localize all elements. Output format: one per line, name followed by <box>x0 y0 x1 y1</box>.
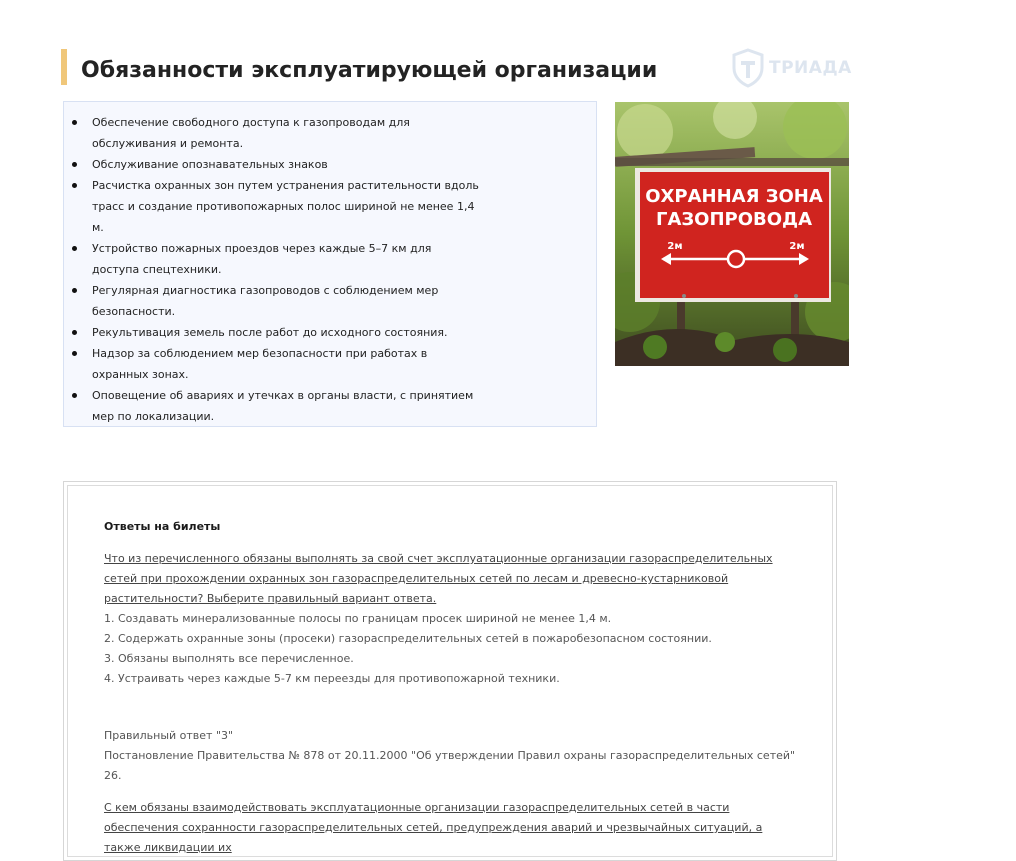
list-item: Обеспечение свободного доступа к газопроводам для обслуживания и ремонта. <box>64 112 482 154</box>
list-item: Надзор за соблюдением мер безопасности при работах в охранных зонах. <box>64 343 482 385</box>
correct-answer: Правильный ответ "3" <box>104 729 234 742</box>
answer-option: 4. Устраивать через каждые 5-7 км переезды для противопожарной техники. <box>104 672 560 685</box>
logo-text: ТРИАДА <box>769 58 852 78</box>
sign-line1: ОХРАННАЯ ЗОНА <box>645 186 823 207</box>
page-title: Обязанности эксплуатирующей организации <box>81 58 658 83</box>
answer-reference: Постановление Правительства № 878 от 20.11.2000 "Об утверждении Правил охраны газораспределительных сетей" 26. <box>104 749 796 782</box>
list-item: Регулярная диагностика газопроводов с соблюдением мер безопасности. <box>64 280 482 322</box>
answer-option: 3. Обязаны выполнять все перечисленное. <box>104 652 354 665</box>
shield-logo-icon <box>731 48 765 88</box>
question-link[interactable]: Что из перечисленного обязаны выполнять за свой счет эксплуатационные организации газораспределительных сетей при прохождении охранных зон газораспределительных сетей по лесам и древесно-кустарниковой растительности? Выберите правильный вариант ответа. <box>104 552 773 605</box>
duties-list <box>64 102 596 427</box>
sign-line2: ГАЗОПРОВОДА <box>655 209 813 230</box>
answer-option: 1. Создавать минерализованные полосы по границам просек шириной не менее 1,4 м. <box>104 612 612 625</box>
spacer <box>104 689 796 726</box>
answers-card-inner <box>67 485 833 857</box>
list-item: Оповещение об авариях и утечках в органы власти, с принятием мер по локализации. <box>64 385 482 427</box>
sign-left-distance: 2м <box>667 241 683 252</box>
question-link[interactable]: С кем обязаны взаимодействовать эксплуатационные организации газораспределительных сетей в части обеспечения сохранности газораспределительных сетей, предупреждения аварий и чрезвычайных ситуаций, а также ликвидации их <box>104 801 763 854</box>
sign-right-distance: 2м <box>789 241 805 252</box>
list-item: Рекультивация земель после работ до исходного состояния. <box>64 322 482 343</box>
gas-pipeline-protection-zone-sign-photo <box>615 102 849 366</box>
answer-option: 2. Содержать охранные зоны (просеки) газораспределительных сетей в пожаробезопасном состоянии. <box>104 632 712 645</box>
duties-panel <box>63 101 597 427</box>
answers-heading: Ответы на билеты <box>104 520 221 533</box>
list-item: Обслуживание опознавательных знаков <box>64 154 482 175</box>
list-item: Расчистка охранных зон путем устранения растительности вдоль трасс и создание противопожарных полос шириной не менее 1,4 м. <box>64 175 482 238</box>
triada-logo <box>731 47 852 89</box>
title-accent-bar <box>61 49 67 85</box>
list-item: Устройство пожарных проездов через каждые 5–7 км для доступа спецтехники. <box>64 238 482 280</box>
answers-card <box>63 481 837 861</box>
